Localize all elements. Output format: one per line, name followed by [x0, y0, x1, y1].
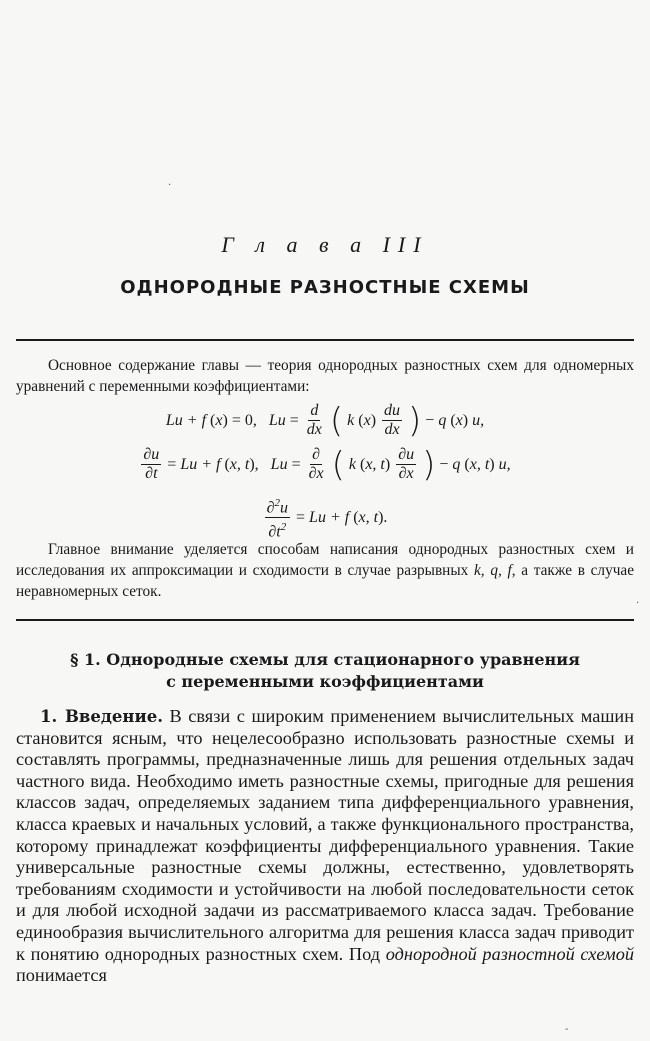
abstract-intro: Основное содержание главы — теория однородных разностных схем для одномерных уравнений с переменными коэффициентами:: [16, 357, 634, 395]
scan-speck: ·: [168, 180, 172, 191]
body-text-start: В связи с широким применением вычислительных машин становится ясным, что нецелесообразно использовать разностные схемы и составлять программы, предназначенные лишь для решения отдельных задач частного вида. Необходимо иметь разностные схемы, пригодные для решения классов задач, определяемых заданием типа дифференциального уравнения, класса краевых и начальных условий, а также функционального пространства, которому принадлежат коэффициенты дифференциального уравнения. Такие универсальные разностные схемы должны, естественно, удовлетворять требованиям сходимости и устойчивости на любой последовательности сеток и для любой исходной задачи из рассматриваемого класса задач. Требование единообразия вычислительного алгоритма для решения класса задач приводит к понятию однородных разностных схем. Под: [16, 706, 634, 964]
section-title: [0, 649, 650, 693]
formula-stationary: Lu + f (x) = 0, Lu = $\frac{d}{dx}$ ( k (x) $\frac{du}{dx}$ ) − q (x) u,: [165, 400, 485, 441]
scan-speck: -: [565, 1024, 569, 1035]
body-text-end: понимается: [16, 965, 107, 986]
coefficient-variables: k, q, f: [474, 562, 512, 579]
top-divider: [16, 339, 634, 341]
emphasized-term: однородной разностной схемой: [385, 943, 635, 964]
formula-parabolic: $\frac{\partial u}{\partial t}$ = Lu + f (x, t), Lu = $\frac{\partial}{\partial x}$ ( k (x, t) $\frac{\partial u}{\partial x}$ ) − q (x, t) u,: [143, 444, 511, 485]
abstract-text-start: Главное внимание уделяется способам написания однородных разностных схем и исследования их аппроксимации и сходимости в случае разрывных: [16, 541, 634, 579]
section-title-line2: с переменными коэффициентами: [166, 672, 484, 691]
abstract-text-end: , а также в случае неравномерных сеток.: [16, 562, 634, 600]
chapter-title: ОДНОРОДНЫЕ РАЗНОСТНЫЕ СХЕМЫ: [120, 277, 530, 298]
section-title-line1: § 1. Однородные схемы для стационарного уравнения: [70, 650, 580, 669]
bottom-divider: [16, 619, 634, 621]
body-paragraph: [16, 706, 634, 987]
subsection-heading: 1. Введение.: [40, 707, 163, 726]
formula-hyperbolic: $\frac{\partial^2u}{\partial t^2}$ = Lu + f (x, t).: [0, 494, 650, 542]
scan-speck: ·: [636, 598, 640, 609]
abstract-main-attention: [16, 539, 634, 602]
chapter-label: Г л а в а III: [221, 232, 429, 257]
